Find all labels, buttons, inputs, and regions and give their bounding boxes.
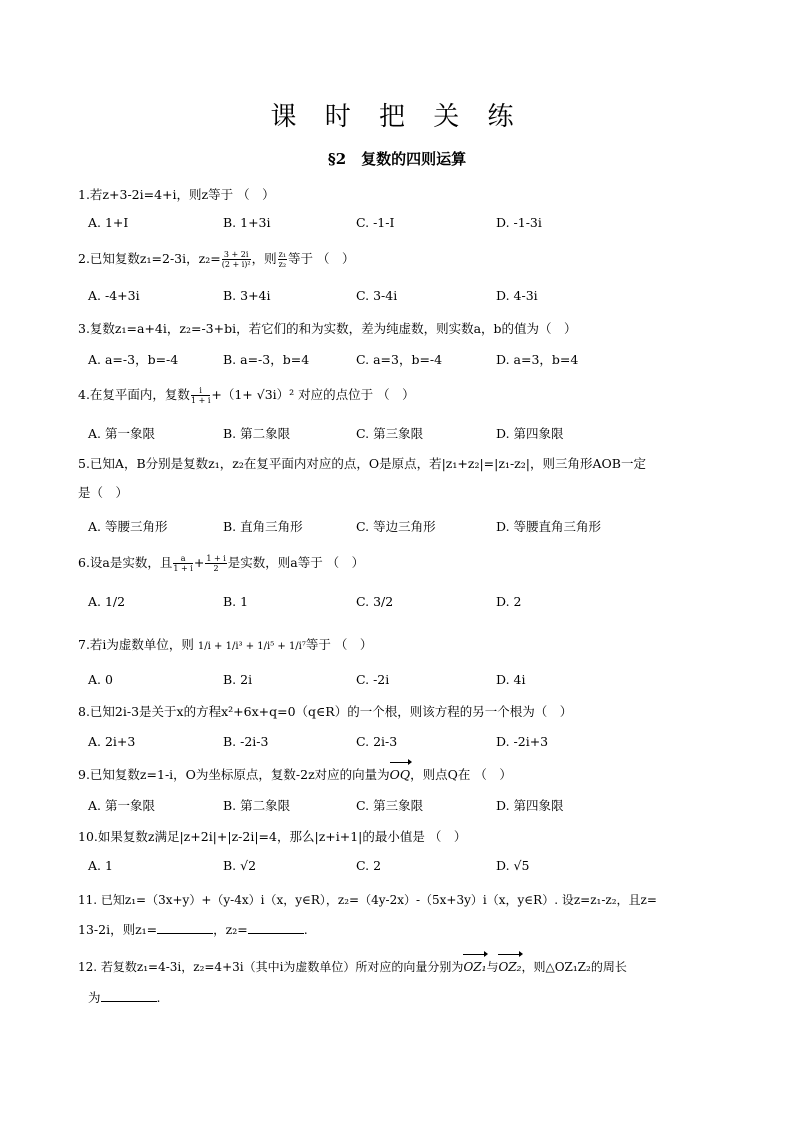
option-d: D. 第四象限 <box>496 426 564 441</box>
question-5-options <box>88 517 734 537</box>
question-2: 2.已知复数z₁=2-3i，z₂= $\frac{3 + 2i}{\text{(2 + i)²}}$ ，则 $\frac{\text{z₁}}{\text{z₂}}$ 等于 （ ） <box>78 250 355 269</box>
vector-oq: OQ <box>390 764 411 786</box>
question-11-line-2: 13-2i，则z₁= ，z₂= . <box>78 922 308 937</box>
option-c: C. 3-4i <box>356 288 398 303</box>
option-b: B. -2i-3 <box>223 734 269 749</box>
question-9: 9.已知复数z=1-i，O为坐标原点，复数-2z对应的向量为OQ，则点Q在 （ ） <box>78 764 734 786</box>
page-title: 课 时 把 关 练 <box>270 102 524 132</box>
option-a: A. 1/2 <box>88 594 126 609</box>
option-d: D. -2i+3 <box>496 734 549 749</box>
question-3: 3.复数z₁=a+4i，z₂=-3+bi，若它们的和为实数，差为纯虚数，则实数a，b的值为（ ） <box>78 321 577 336</box>
option-c: C. -2i <box>356 672 390 687</box>
option-a: A. -4+3i <box>88 288 140 303</box>
option-a: A. 1+I <box>88 215 129 230</box>
option-a: A. 0 <box>88 672 113 687</box>
question-6: 6.设a是实数，且 $\frac{a}{1 + i}$ + $\frac{1 + i}{2}$ 是实数，则a等于 （ ） <box>78 554 365 573</box>
option-d: D. 4-3i <box>496 288 538 303</box>
question-8-options <box>88 734 734 754</box>
option-a: A. 等腰三角形 <box>88 519 168 534</box>
question-5-line-1: 5.已知A，B分别是复数z₁，z₂在复平面内对应的点，O是原点，若|z₁+z₂|=|z₁-z₂|，则三角形AOB一定 <box>78 456 646 471</box>
option-c: C. 3/2 <box>356 594 394 609</box>
option-d: D. -1-3i <box>496 215 542 230</box>
option-b: B. 3+4i <box>223 288 271 303</box>
vector-oz1: OZ₁ <box>463 956 486 978</box>
fraction: $\frac{3 + 2i}{\text{(2 + i)²}}$ <box>221 250 251 269</box>
option-a: A. 2i+3 <box>88 734 136 749</box>
answer-blank-z1[interactable] <box>157 921 213 934</box>
option-b: B. 第二象限 <box>223 798 291 813</box>
option-c: C. 2i-3 <box>356 734 398 749</box>
answer-blank-z2[interactable] <box>248 921 304 934</box>
option-d: D. 4i <box>496 672 526 687</box>
option-b: B. 直角三角形 <box>223 519 303 534</box>
option-a: A. a=-3，b=-4 <box>88 352 179 367</box>
option-b: B. 1+3i <box>223 215 271 230</box>
option-d: D. 2 <box>496 594 522 609</box>
option-d: D. 等腰直角三角形 <box>496 519 602 534</box>
question-7: 7.若i为虚数单位，则 1/i + 1/i³ + 1/i⁵ + 1/i⁷等于 （ ） <box>78 637 373 652</box>
reciprocal-sum: 1/i + 1/i³ + 1/i⁵ + 1/i⁷ <box>197 641 306 652</box>
question-4: 4.在复平面内，复数 $\frac{i}{1 + i}$ +（1+ √3i）² 对应的点位于 （ ） <box>78 386 415 405</box>
question-8: 8.已知2i-3是关于x的方程x²+6x+q=0（q∈R）的一个根，则该方程的另一个根为（ ） <box>78 704 573 719</box>
option-b: B. √2 <box>223 858 257 873</box>
option-a: A. 1 <box>88 858 113 873</box>
fraction: $\frac{i}{1 + i}$ <box>190 386 211 405</box>
section-subtitle: §2 复数的四则运算 <box>327 150 467 168</box>
question-10-options <box>88 858 734 878</box>
question-9-options <box>88 796 734 816</box>
option-d: D. √5 <box>496 858 530 873</box>
question-11-line-1: 11. 已知z₁=（3x+y）+（y-4x）i（x，y∈R），z₂=（4y-2x）-（5x+3y）i（x，y∈R）. 设z=z₁-z₂，且z= <box>78 893 657 907</box>
option-c: C. 2 <box>356 858 382 873</box>
option-b: B. a=-3，b=4 <box>223 352 310 367</box>
option-b: B. 1 <box>223 594 249 609</box>
question-5-line-2: 是（ ） <box>78 485 129 500</box>
fraction: $\frac{a}{1 + i}$ <box>173 554 193 573</box>
option-d: D. 第四象限 <box>496 798 564 813</box>
question-2-options <box>88 288 734 308</box>
option-c: C. -1-I <box>356 215 395 230</box>
option-c: C. 第三象限 <box>356 426 424 441</box>
vector-oz2: OZ₂ <box>498 956 521 978</box>
question-4-options <box>88 424 734 444</box>
option-a: A. 第一象限 <box>88 426 155 441</box>
option-b: B. 第二象限 <box>223 426 291 441</box>
fraction: $\frac{\text{z₁}}{\text{z₂}}$ <box>278 250 287 269</box>
question-3-options <box>88 350 734 370</box>
question-1: 1.若z+3-2i=4+i，则z等于 （ ） <box>78 187 275 202</box>
question-10: 10.如果复数z满足|z+2i|+|z-2i|=4，那么|z+i+1|的最小值是 （ ） <box>78 829 467 844</box>
answer-blank-perimeter[interactable] <box>101 989 157 1002</box>
option-c: C. a=3，b=-4 <box>356 352 443 367</box>
option-a: A. 第一象限 <box>88 798 155 813</box>
fraction: $\frac{1 + i}{2}$ <box>206 554 226 573</box>
question-7-options <box>88 672 734 692</box>
question-6-options <box>88 594 734 614</box>
question-1-options <box>88 215 734 235</box>
option-d: D. a=3，b=4 <box>496 352 579 367</box>
option-b: B. 2i <box>223 672 253 687</box>
option-c: C. 第三象限 <box>356 798 424 813</box>
question-12-line-2: 为 . <box>88 990 161 1005</box>
question-12-line-1: 12. 若复数z₁=4-3i，z₂=4+3i（其中i为虚数单位）所对应的向量分别为OZ₁与OZ₂，则△OZ₁Z₂的周长 <box>78 956 734 978</box>
option-c: C. 等边三角形 <box>356 519 436 534</box>
